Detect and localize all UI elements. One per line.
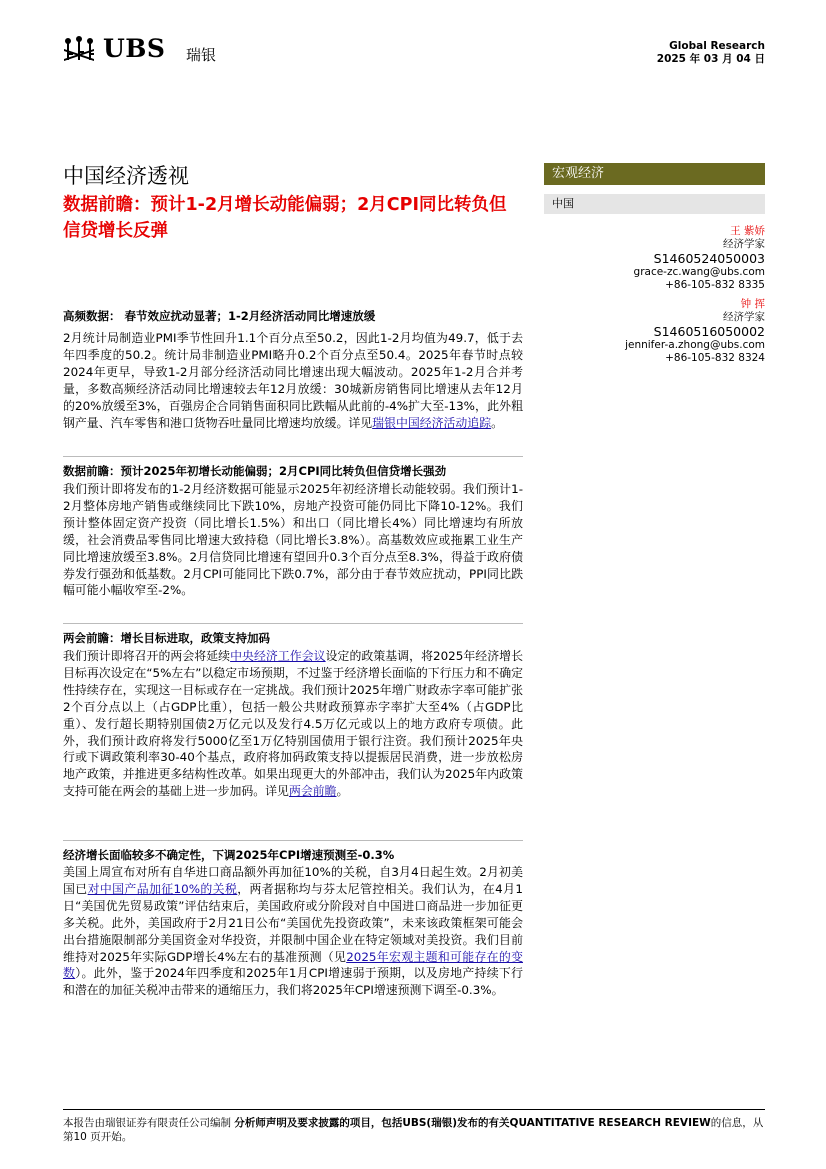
- link-tariff[interactable]: 对中国产品加征10%的关税: [87, 881, 238, 896]
- body-text: 。: [336, 784, 349, 799]
- section-body-uncertainty: [63, 864, 523, 999]
- body-text: 我们预计即将发布的1-2月经济数据可能显示2025年初经济增长动能较弱。我们预计1-2月整体房地产销售或继续同比下跌10%，房地产投资可能仍同比下降10-12%。我们预计整体固定资产投资（同比增长1.5%）和出口（同比增长4%）同比增速均有所放缓，社会消费品零售同比增速大致持稳（同比增长3.8%）。高基数效应或拖累工业生产同比增速放缓至3.8%。2月信贷同比增速有望回升0.3个百分点至8.3%，得益于政府债券发行强劲和低基数。2月CPI可能同比下跌0.7%，部分由于春节效应扰动，PPI同比跌幅可能小幅收窄至-2%。: [63, 482, 523, 598]
- analyst-email[interactable]: grace-zc.wang@ubs.com: [633, 266, 765, 278]
- page-title: 中国经济透视: [63, 164, 189, 188]
- body-text: 。: [491, 415, 503, 430]
- body-text: ，两者据称均与芬太尼管控相关。我们认为，在4月1日“美国优先贸易政策”评估结束后，美国政府或分阶段对自中国进口商品进一步加征更多关税。此外，美国政府于2月21日公布“美国优先投资政策”，未来该政策框架可能会出台措施限制部分美国资金对华投资，并限制中国企业在特定领域对美投资。我们目前维持对2025年实际GDP增长4%左右的基准预测（见: [63, 881, 523, 964]
- analyst-phone: +86-105-832 8324: [665, 352, 765, 364]
- footer-text: 的信息，从第10 页开始。: [63, 1117, 764, 1143]
- section-body-high-freq: [63, 330, 523, 431]
- headline: 数据前瞻：预计1-2月增长动能偏弱；2月CPI同比转负但信贷增长反弹: [63, 195, 507, 241]
- ubs-logo-text: UBS: [103, 34, 166, 63]
- link-cewc[interactable]: 中央经济工作会议: [230, 649, 326, 663]
- ubs-keys-icon: [62, 35, 96, 63]
- footer-text: 本报告由瑞银证券有限责任公司编制: [63, 1117, 235, 1129]
- footer-disclaimer: [63, 1116, 765, 1144]
- body-text: 2月统计局制造业PMI季节性回升1.1个百分点至50.2，因此1-2月均值为49.7，低于去年四季度的50.2。统计局非制造业PMI略升0.2个百分点至50.4。2025年春节时点较2024年更早，导致1-2月部分经济活动同比增速出现大幅波动。2025年1-2月合并考量，多数高频经济活动同比增速较去年12月放缓：30城新房销售同比增速从去年12月的20%放缓至3%，百强房企合同销售面积同比跌幅从此前的-4%扩大至-13%，此外粗钢产量、汽车零售和港口货物吞吐量同比增速均放缓。详见: [63, 331, 523, 430]
- analyst-code: S1460516050002: [653, 324, 765, 339]
- analyst-1: [634, 225, 765, 292]
- analyst-phone: +86-105-832 8335: [665, 279, 765, 291]
- category-label: 宏观经济: [544, 163, 765, 185]
- ubs-logo-cn: 瑞银: [186, 46, 217, 64]
- section-body-data-preview: [63, 481, 523, 599]
- section-body-npc-preview: [63, 648, 523, 800]
- footer-bold-text: 分析师声明及要求披露的项目，包括UBS(瑞银)发布的有关QUANTITATIVE RESEARCH REVIEW: [234, 1117, 711, 1129]
- analyst-name: 钟 挥: [740, 298, 765, 310]
- link-activity-tracker[interactable]: 瑞银中国经济活动追踪: [372, 415, 492, 430]
- analyst-email[interactable]: jennifer-a.zhong@ubs.com: [625, 339, 765, 351]
- section-heading-high-freq: 高频数据： 春节效应扰动显著；1-2月经济活动同比增速放缓: [63, 309, 376, 323]
- region-label: 中国: [544, 194, 765, 214]
- section-heading-uncertainty: 经济增长面临较多不确定性，下调2025年CPI增速预测至-0.3%: [63, 840, 523, 863]
- link-macro-themes[interactable]: 2025年宏观主题和可能存在的变数: [63, 949, 523, 981]
- footer-divider: [63, 1109, 765, 1110]
- link-npc-preview[interactable]: 两会前瞻: [288, 784, 337, 799]
- body-text: 我们预计即将召开的两会将延续: [63, 649, 231, 663]
- analyst-2: [625, 298, 765, 365]
- section-heading-npc-preview: 两会前瞻：增长目标进取，政策支持加码: [63, 623, 523, 646]
- analyst-name: 王 紫娇: [730, 225, 765, 237]
- analyst-code: S1460524050003: [653, 251, 765, 266]
- body-text: ）。此外，鉴于2024年四季度和2025年1月CPI增速弱于预期，以及房地产持续下行和潜在的加征关税冲击带来的通缩压力，我们将2025年CPI增速预测下调至-0.3%。: [63, 966, 523, 998]
- body-text: 美国上周宣布对所有自华进口商品额外再加征10%的关税，自3月4日起生效。2月初美国已: [63, 865, 523, 896]
- analyst-role: 经济学家: [723, 311, 765, 323]
- body-text: 设定的政策基调，将2025年经济增长目标再次设定在“5%左右”以稳定市场预期，不过鉴于经济增长面临的下行压力和不确定性持续存在，实现这一目标或存在一定挑战。我们预计2025年增广财政赤字率可能扩张2个百分点以上（占GDP比重），包括一般公共财政预算赤字率扩大至4%（占GDP比重）、发行超长期特别国债2万亿元以及发行4.5万亿元或以上的地方政府专项债。此外，我们预计政府将发行5000亿至1万亿特别国债用于银行注资。我们预计2025年央行或下调政策利率30-40个基点，政府将加码政策支持以提振居民消费，进一步放松房地产政策，并推进更多结构性改革。如果出现更大的外部冲击，我们认为2025年内政策支持可能在两会的基础上进一步加码。详见: [63, 649, 523, 799]
- section-heading-data-preview: 数据前瞻：预计2025年初增长动能偏弱；2月CPI同比转负但信贷增长强劲: [63, 456, 523, 479]
- report-header-info: [657, 40, 765, 66]
- report-date: 2025 年 03 月 04 日: [656, 53, 765, 65]
- analyst-role: 经济学家: [723, 238, 765, 250]
- ubs-logo: [62, 33, 232, 67]
- report-type: Global Research: [669, 40, 765, 52]
